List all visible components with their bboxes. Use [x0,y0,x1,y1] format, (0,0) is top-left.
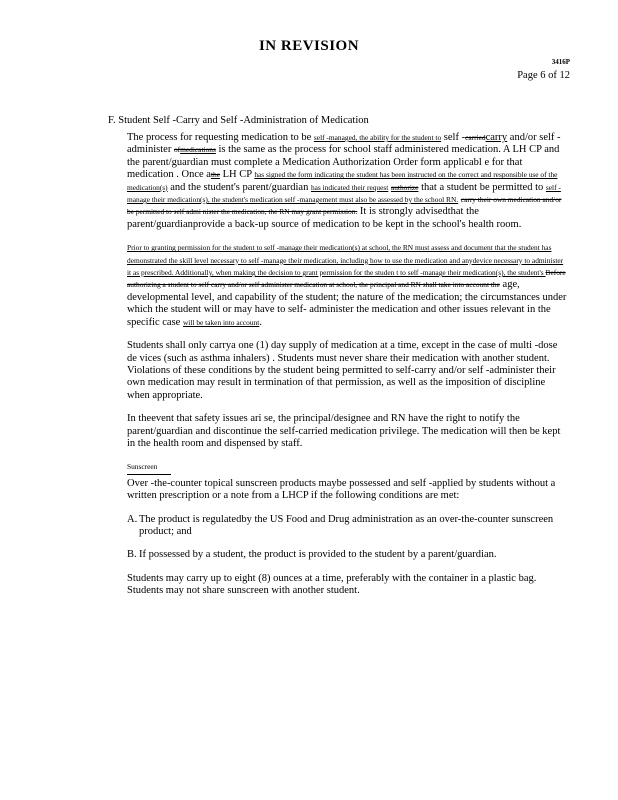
paragraph-safety-issues: In theevent that safety issues ari se, the principal/designee and RN have the right to notify the parent/guardian and discontinue the self-carried medication privilege. The medication will then be kept in the health room and dispensed by staff. [127,413,561,449]
paragraph-supply-limits: Students shall only carrya one (1) day supply of medication at a time, except in the case of multi -dose de vices (such as asthma inhalers) . Students must never share their medication with another student. Violations of these conditions by the student being permitted to self-carry and/or self -administer their own medication may result in termination of that permission, as well as the imposition of discipline when appropriate. [127,340,558,401]
list-item-text: If possessed by a student, the product is provided to the student by a parent/guardian. [139,549,497,561]
sunscreen-intro: Over -the-counter topical sunscreen products maybe possessed and self -applied by students without a written prescription or a note from a LHCP if the following conditions are met: [127,477,556,502]
p1-deleted-text: of [173,145,181,155]
paragraph-rn-assessment [127,242,567,329]
section-heading: F. Student Self -Carry and Self -Administration of Medication [108,115,369,126]
sunscreen-heading: Sunscreen [127,461,171,474]
p1-inserted-text: has indicated their request [310,182,389,192]
sunscreen-condition-b [127,549,567,561]
paragraph-request-process [127,132,567,231]
p1-deleted-text: carry their own medication and/or be permitted to self admi nister the medication, the RN may grant permission. [127,195,562,217]
revision-title: IN REVISION [258,38,360,54]
document-body [127,132,567,609]
p1-text: that a student be permitted to [418,181,546,193]
policy-code: 3416P [551,58,570,66]
p2-text: age, developmental level, and capability of the student; the nature of the medication; the circumstances under which the student will or may have to self- administer the medication and other issues relevant in the specific case [127,279,567,328]
p1-deleted-text: carried [465,133,486,142]
list-item-label: A. [127,513,138,525]
p1-text: LH CP [220,169,252,181]
list-item-label: B. [127,549,137,561]
p1-text: and the student's parent/guardian [167,181,311,193]
sunscreen-closing: Students may carry up to eight (8) ounces at a time, preferably with the container in a plastic bag. Students may not share sunscreen with another student. [127,572,537,597]
p1-deleted-text: authorize [390,182,419,192]
p1-text: self - [443,132,466,143]
p1-inserted-text: self -manage their medication(s), the student's medication self -management must also be assessed by the school RN. [127,182,561,205]
p1-text: It is strongly advisedthat the parent/guardianprovide a back-up source of medication to be kept in the school's health room. [127,206,522,230]
p2-inserted-text: Prior to granting permission for the student to self -manage their medication(s) at school, the RN must assess and document that the student has demonstrated the skill level necessary to self -manage their medication, including how to use the medication and anydevice necessary to administer it as prescribed. Additionally, when making the decision to grant permission for the studen t to self -manage their medication(s), the student's [127,243,564,278]
sunscreen-condition-a [127,514,567,539]
p1-text: is the same as the process for school staff administered medication. A LH CP and the parent/guardian must complete a Medication Authorization Order form applicabl e for that medication . Once a [127,144,560,181]
page-number: Page 6 of 12 [517,70,570,81]
sunscreen-heading-wrap [127,461,567,474]
p1-inserted-text: self -managed, the ability for the student to [313,133,442,142]
p1-deleted-text: medications [180,145,216,155]
p1-inserted-text: carry [485,132,508,143]
p1-text: The process for requesting medication to be [127,132,314,143]
p1-inserted-text: has signed the form indicating the student has been instructed on the correct and responsible use of the medication(s) [127,170,558,192]
p1-text: and/or self -administer [127,132,561,156]
p1-deleted-text: the [210,170,220,180]
p2-inserted-text: will be taken into account [182,317,260,327]
p2-deleted-text: Before authorizing a student to self carry and/or self administer medication at school, the principal and RN shall take into account the [127,268,566,290]
p2-text: . [259,316,262,328]
list-item-text: The product is regulatedby the US Food and Drug administration as an over-the-counter sunscreen product; and [139,513,554,537]
